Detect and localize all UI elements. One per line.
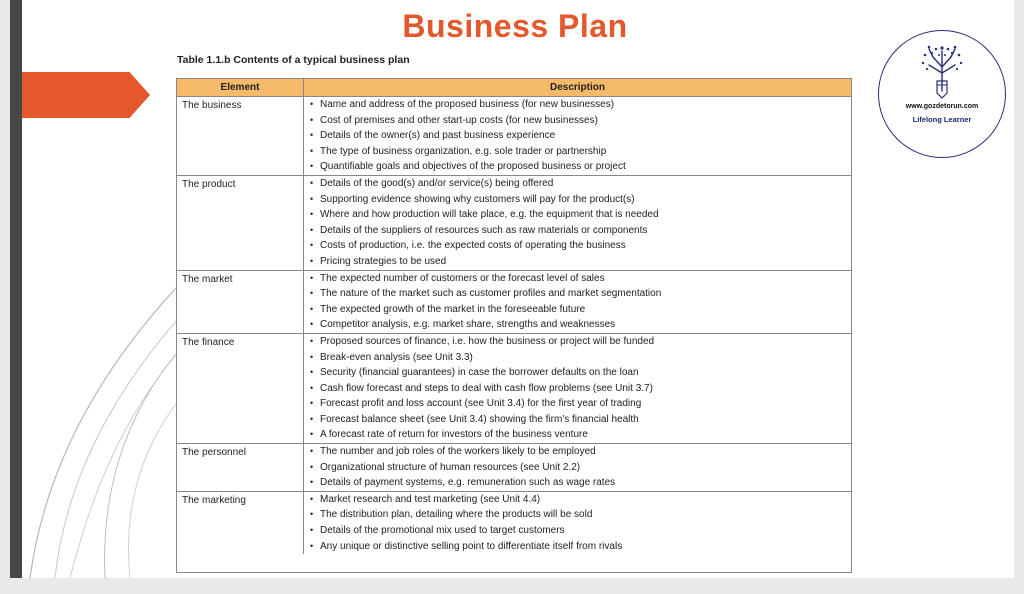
- column-header-description: Description: [304, 79, 852, 97]
- table-body: [177, 97, 851, 555]
- table-row: [177, 97, 851, 176]
- logo-tagline: Lifelong Learner: [912, 115, 972, 124]
- table-row: [177, 444, 851, 492]
- list-item: • Cost of premises and other start-up costs (for new businesses): [310, 113, 851, 129]
- list-item: • The number and job roles of the workers likely to be employed: [310, 444, 851, 460]
- list-item: • The type of business organization, e.g. sole trader or partnership: [310, 144, 851, 160]
- table-row: [177, 175, 851, 270]
- slide: [10, 0, 1014, 578]
- list-item: • Organizational structure of human resources (see Unit 2.2): [310, 460, 851, 476]
- element-cell: The market: [177, 270, 304, 333]
- list-item: • The expected number of customers or the forecast level of sales: [310, 271, 851, 287]
- list-item: • The distribution plan, detailing where the products will be sold: [310, 507, 851, 523]
- description-list: [304, 492, 851, 554]
- list-item: • Cash flow forecast and steps to deal with cash flow problems (see Unit 3.7): [310, 381, 851, 397]
- element-cell: The business: [177, 97, 304, 176]
- list-item: • Forecast profit and loss account (see Unit 3.4) for the first year of trading: [310, 396, 851, 412]
- description-cell: [304, 444, 852, 492]
- description-list: [304, 271, 851, 333]
- list-item: • Market research and test marketing (see Unit 4.4): [310, 492, 851, 508]
- table-row: [177, 333, 851, 443]
- business-plan-table: [176, 78, 852, 573]
- list-item: • Forecast balance sheet (see Unit 3.4) showing the firm's financial health: [310, 412, 851, 428]
- list-item: • Proposed sources of finance, i.e. how the business or project will be funded: [310, 334, 851, 350]
- list-item: • Security (financial guarantees) in case the borrower defaults on the loan: [310, 365, 851, 381]
- element-cell: The marketing: [177, 491, 304, 554]
- list-item: • Break-even analysis (see Unit 3.3): [310, 350, 851, 366]
- description-list: [304, 176, 851, 270]
- table-caption: Table 1.1.b Contents of a typical business plan: [177, 54, 410, 66]
- pencil-tree-icon: [917, 43, 967, 99]
- list-item: • Name and address of the proposed business (for new businesses): [310, 97, 851, 113]
- list-item: • Supporting evidence showing why customers will pay for the product(s): [310, 192, 851, 208]
- table-row: [177, 270, 851, 333]
- description-list: [304, 97, 851, 175]
- description-cell: [304, 175, 852, 270]
- list-item: • Quantifiable goals and objectives of the proposed business or project: [310, 159, 851, 175]
- logo-url: www.gozdetorun.com: [905, 103, 979, 110]
- list-item: • The nature of the market such as customer profiles and market segmentation: [310, 286, 851, 302]
- page-title: Business Plan: [402, 8, 628, 44]
- list-item: • Pricing strategies to be used: [310, 254, 851, 270]
- table-row: [177, 491, 851, 554]
- element-cell: The product: [177, 175, 304, 270]
- description-list: [304, 334, 851, 443]
- logo-badge: [878, 30, 1006, 158]
- description-cell: [304, 491, 852, 554]
- element-cell: The personnel: [177, 444, 304, 492]
- list-item: • Details of the owner(s) and past business experience: [310, 128, 851, 144]
- list-item: • The expected growth of the market in the foreseeable future: [310, 302, 851, 318]
- list-item: • Details of the promotional mix used to target customers: [310, 523, 851, 539]
- list-item: • Any unique or distinctive selling point to differentiate itself from rivals: [310, 539, 851, 555]
- list-item: • Details of the good(s) and/or service(s) being offered: [310, 176, 851, 192]
- list-item: • Where and how production will take place, e.g. the equipment that is needed: [310, 207, 851, 223]
- list-item: • Competitor analysis, e.g. market share, strengths and weaknesses: [310, 317, 851, 333]
- orange-arrow-shape: [22, 72, 150, 118]
- element-cell: The finance: [177, 333, 304, 443]
- table-header-row: [177, 79, 851, 97]
- list-item: • Costs of production, i.e. the expected costs of operating the business: [310, 238, 851, 254]
- description-cell: [304, 270, 852, 333]
- list-item: • A forecast rate of return for investors of the business venture: [310, 427, 851, 443]
- list-item: • Details of the suppliers of resources such as raw materials or components: [310, 223, 851, 239]
- list-item: • Details of payment systems, e.g. remuneration such as wage rates: [310, 475, 851, 491]
- column-header-element: Element: [177, 79, 304, 97]
- description-cell: [304, 97, 852, 176]
- description-list: [304, 444, 851, 491]
- description-cell: [304, 333, 852, 443]
